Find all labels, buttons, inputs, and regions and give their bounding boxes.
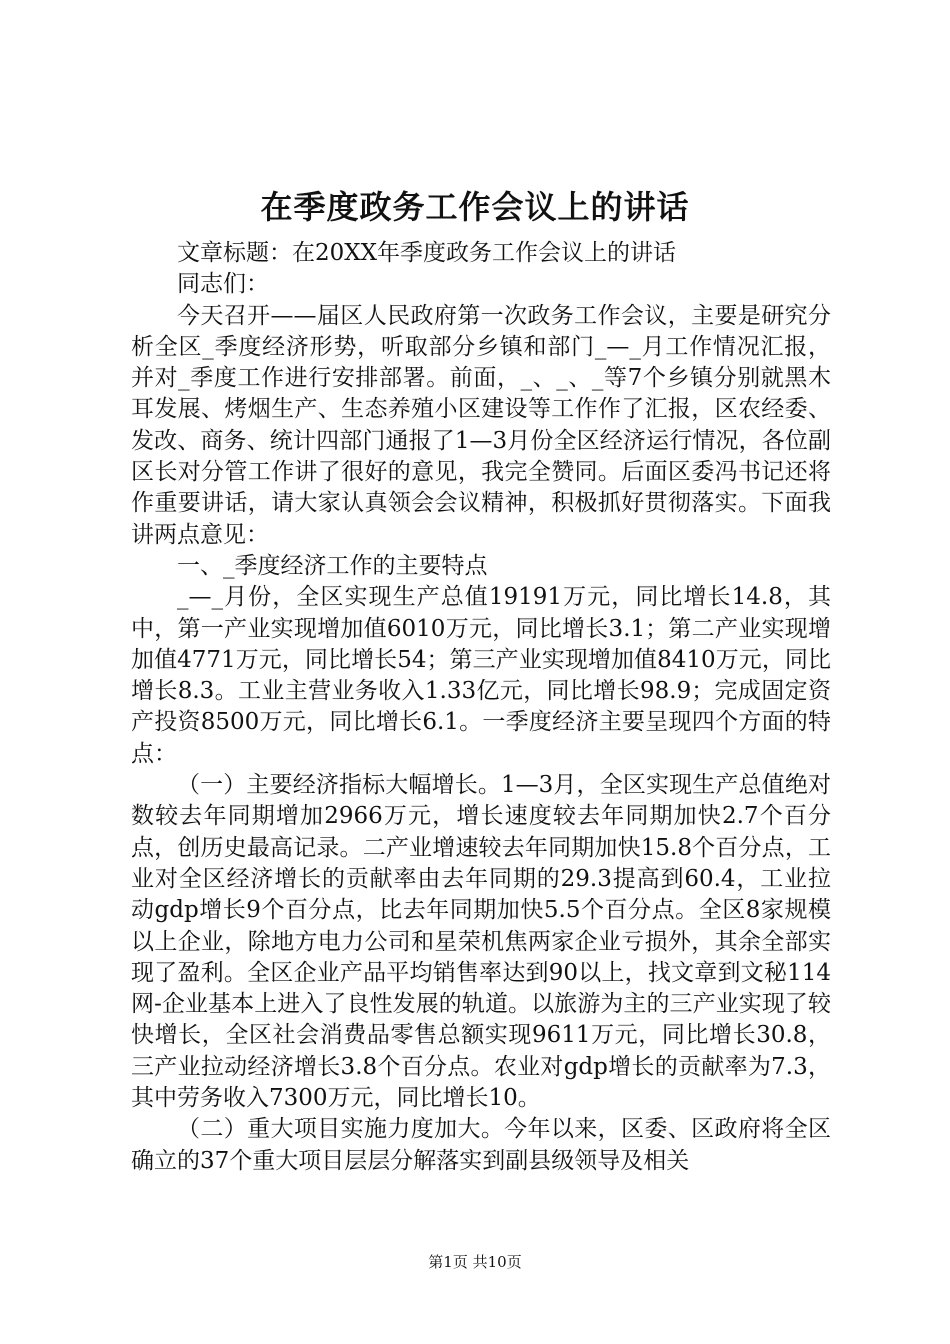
section-heading: 一、_季度经济工作的主要特点 bbox=[177, 552, 488, 579]
paragraph-overview: _—_月份，全区实现生产总值19191万元，同比增长14.8，其中，第一产业实现增加值6010万元，同比增长3.1；第二产业实现增加值4771万元，同比增长54；第三产业实现增加值8410万元，同比增长8.3。工业主营业务收入1.33亿元，同比增长98.9；完成固定资产投资8500万元，同比增长6.1。一季度经济主要呈现四个方面的特点： bbox=[131, 584, 831, 767]
document-body bbox=[131, 238, 831, 1177]
salutation: 同志们： bbox=[177, 271, 269, 298]
paragraph-point-two: （二）重大项目实施力度加大。今年以来，区委、区政府将全区确立的37个重大项目层层分解落实到副县级领导及相关 bbox=[131, 1116, 831, 1174]
paragraph-intro: 今天召开——届区人民政府第一次政务工作会议，主要是研究分析全区_季度经济形势，听取部分乡镇和部门_—_月工作情况汇报，并对_季度工作进行安排部署。前面，_、_、_等7个乡镇分别就黑木耳发展、烤烟生产、生态养殖小区建设等工作作了汇报，区农经委、发改、商务、统计四部门通报了1—3月份全区经济运行情况，各位副区长对分管工作讲了很好的意见，我完全赞同。后面区委冯书记还将作重要讲话，请大家认真领会会议精神，积极抓好贯彻落实。下面我讲两点意见： bbox=[131, 302, 831, 548]
article-title-line: 文章标题：在20XX年季度政务工作会议上的讲话 bbox=[177, 240, 677, 266]
document-title: 在季度政务工作会议上的讲话 bbox=[260, 188, 690, 226]
paragraph-point-one: （一）主要经济指标大幅增长。1—3月，全区实现生产总值绝对数较去年同期增加2966万元，增长速度较去年同期加快2.7个百分点，创历史最高记录。二产业增速较去年同期加快15.8个百分点，工业对全区经济增长的贡献率由去年同期的29.3提高到60.4，工业拉动gdp增长9个百分点，比去年同期加快5.5个百分点。全区8家规模以上企业，除地方电力公司和星荣机焦两家企业亏损外，其余全部实现了盈利。全区企业产品平均销售率达到90以上，找文章到文秘114网-企业基本上进入了良性发展的轨道。以旅游为主的三产业实现了较快增长，全区社会消费品零售总额实现9611万元，同比增长30.8，三产业拉动经济增长3.8个百分点。农业对gdp增长的贡献率为7.3，其中劳务收入7300万元，同比增长10。 bbox=[131, 772, 831, 1112]
page-number: 第1页 共10页 bbox=[428, 1253, 522, 1271]
